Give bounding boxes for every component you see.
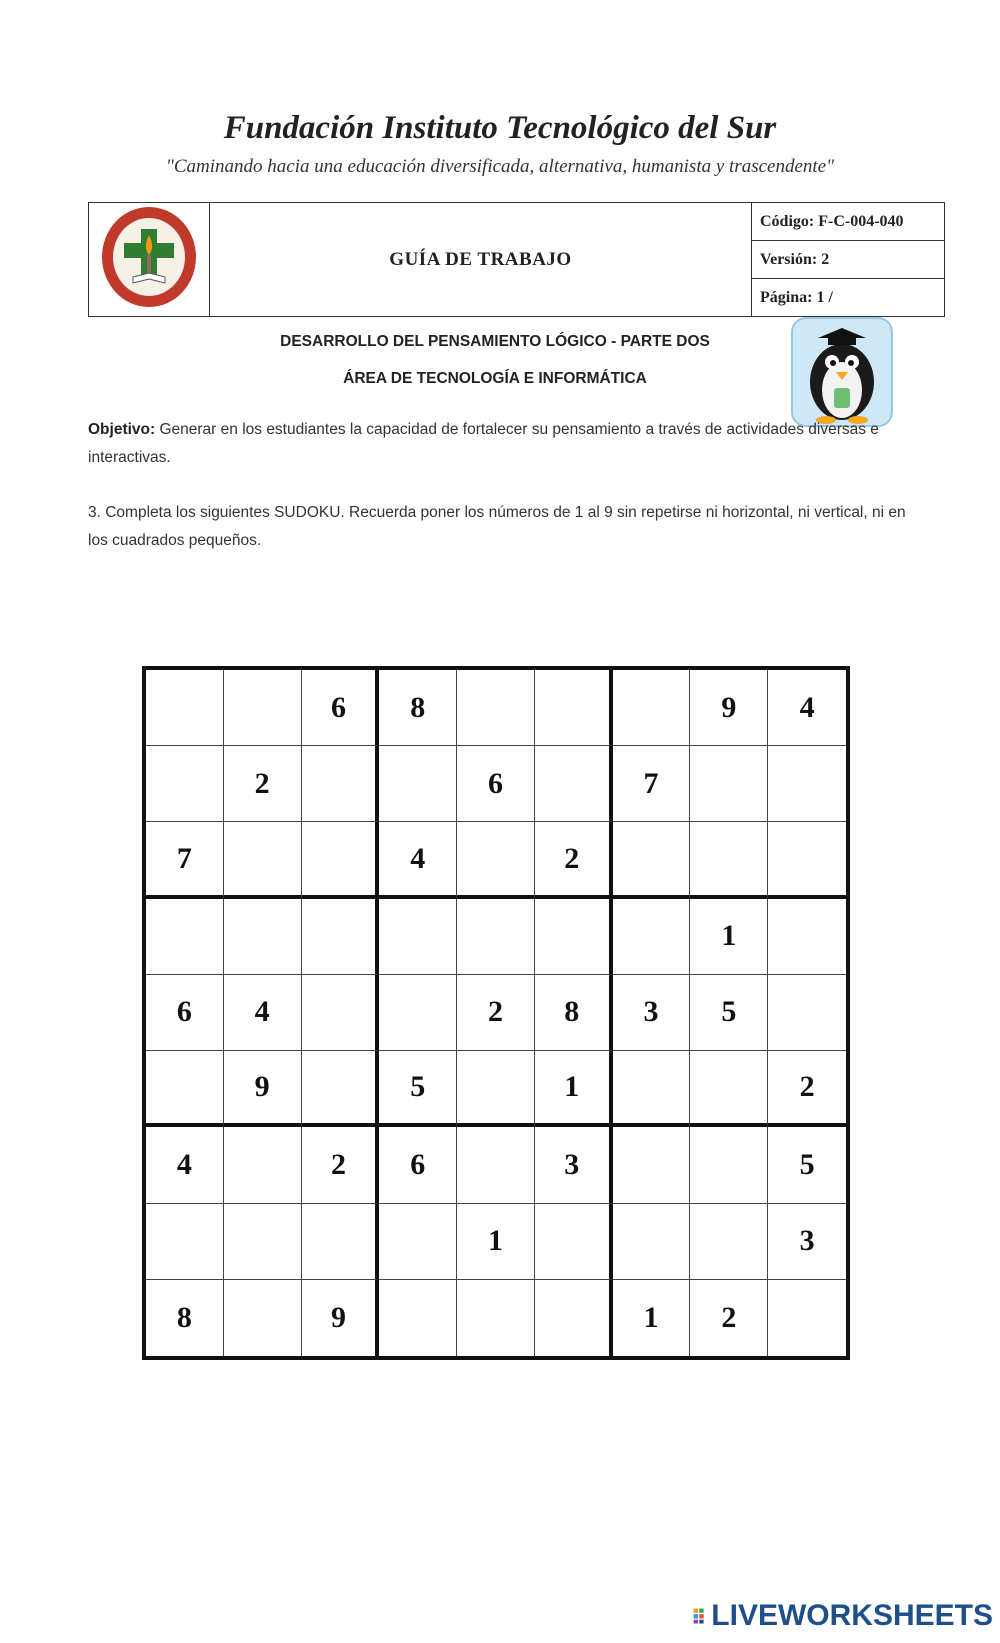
- sudoku-cell-r4-c2[interactable]: [224, 899, 302, 975]
- sudoku-cell-r9-c7: 1: [613, 1280, 691, 1356]
- sudoku-cell-r5-c6: 8: [535, 975, 613, 1051]
- sudoku-cell-r3-c3[interactable]: [302, 822, 380, 898]
- sudoku-cell-r3-c2[interactable]: [224, 822, 302, 898]
- instruction-paragraph: 3. Completa los siguientes SUDOKU. Recuerda poner los números de 1 al 9 sin repetirse ni horizontal, ni vertical, ni en los cuadrados pequeños.: [88, 504, 906, 549]
- sudoku-cell-r2-c4[interactable]: [379, 746, 457, 822]
- sudoku-cell-r9-c2[interactable]: [224, 1280, 302, 1356]
- sudoku-cell-r5-c7: 3: [613, 975, 691, 1051]
- sudoku-cell-r3-c6: 2: [535, 822, 613, 898]
- sudoku-cell-r6-c3[interactable]: [302, 1051, 380, 1127]
- sudoku-cell-r7-c8[interactable]: [690, 1127, 768, 1203]
- sudoku-cell-r5-c8: 5: [690, 975, 768, 1051]
- sudoku-cell-r6-c6: 1: [535, 1051, 613, 1127]
- sudoku-cell-r5-c5: 2: [457, 975, 535, 1051]
- sudoku-cell-r7-c9: 5: [768, 1127, 846, 1203]
- sudoku-cell-r1-c3: 6: [302, 670, 380, 746]
- sudoku-cell-r6-c8[interactable]: [690, 1051, 768, 1127]
- logo-cell: [89, 203, 210, 317]
- sudoku-cell-r5-c9[interactable]: [768, 975, 846, 1051]
- sudoku-grid: [142, 666, 850, 1360]
- sudoku-cell-r3-c5[interactable]: [457, 822, 535, 898]
- school-seal-logo: [99, 205, 199, 309]
- document-header-table: [88, 202, 945, 317]
- sudoku-cell-r6-c1[interactable]: [146, 1051, 224, 1127]
- sudoku-cell-r1-c6[interactable]: [535, 670, 613, 746]
- sudoku-cell-r7-c3: 2: [302, 1127, 380, 1203]
- sudoku-cell-r6-c2: 9: [224, 1051, 302, 1127]
- sudoku-cell-r5-c2: 4: [224, 975, 302, 1051]
- sudoku-cell-r3-c8[interactable]: [690, 822, 768, 898]
- sudoku-cell-r1-c9: 4: [768, 670, 846, 746]
- sudoku-cell-r2-c9[interactable]: [768, 746, 846, 822]
- sudoku-cell-r7-c5[interactable]: [457, 1127, 535, 1203]
- page-field: Página: 1 /: [752, 279, 945, 317]
- sudoku-cell-r9-c3: 9: [302, 1280, 380, 1356]
- objective-text: Generar en los estudiantes la capacidad de fortalecer su pensamiento a través de actividades diversas e interactivas.: [88, 421, 879, 466]
- sudoku-cell-r8-c7[interactable]: [613, 1204, 691, 1280]
- objective-paragraph: [88, 416, 918, 472]
- liveworksheets-logo-icon: [693, 1603, 709, 1629]
- institution-title: Fundación Instituto Tecnológico del Sur: [223, 110, 777, 146]
- sudoku-cell-r4-c7[interactable]: [613, 899, 691, 975]
- sudoku-cell-r3-c7[interactable]: [613, 822, 691, 898]
- sudoku-cell-r5-c3[interactable]: [302, 975, 380, 1051]
- sudoku-cell-r8-c8[interactable]: [690, 1204, 768, 1280]
- sudoku-cell-r1-c1[interactable]: [146, 670, 224, 746]
- sudoku-cell-r9-c4[interactable]: [379, 1280, 457, 1356]
- sudoku-cell-r8-c5: 1: [457, 1204, 535, 1280]
- sudoku-cell-r7-c4: 6: [379, 1127, 457, 1203]
- sudoku-cell-r7-c7[interactable]: [613, 1127, 691, 1203]
- sudoku-cell-r6-c9: 2: [768, 1051, 846, 1127]
- sudoku-cell-r5-c4[interactable]: [379, 975, 457, 1051]
- sudoku-cell-r8-c1[interactable]: [146, 1204, 224, 1280]
- sudoku-cell-r7-c2[interactable]: [224, 1127, 302, 1203]
- sudoku-cell-r3-c1: 7: [146, 822, 224, 898]
- sudoku-cell-r9-c6[interactable]: [535, 1280, 613, 1356]
- sudoku-cell-r6-c5[interactable]: [457, 1051, 535, 1127]
- sudoku-cell-r4-c3[interactable]: [302, 899, 380, 975]
- section-heading-2: ÁREA DE TECNOLOGÍA E INFORMÁTICA: [343, 370, 647, 387]
- sudoku-cell-r7-c1: 4: [146, 1127, 224, 1203]
- section-heading-1: DESARROLLO DEL PENSAMIENTO LÓGICO - PARTE DOS: [280, 333, 710, 350]
- version-field: Versión: 2: [752, 241, 945, 279]
- sudoku-cell-r4-c4[interactable]: [379, 899, 457, 975]
- sudoku-cell-r1-c8: 9: [690, 670, 768, 746]
- sudoku-cell-r8-c9: 3: [768, 1204, 846, 1280]
- sudoku-cell-r7-c6: 3: [535, 1127, 613, 1203]
- sudoku-cell-r6-c7[interactable]: [613, 1051, 691, 1127]
- sudoku-cell-r8-c2[interactable]: [224, 1204, 302, 1280]
- institution-motto: "Caminando hacia una educación diversificada, alternativa, humanista y trascendente": [165, 156, 835, 177]
- sudoku-cell-r9-c1: 8: [146, 1280, 224, 1356]
- sudoku-cell-r2-c7: 7: [613, 746, 691, 822]
- sudoku-cell-r4-c9[interactable]: [768, 899, 846, 975]
- sudoku-cell-r1-c5[interactable]: [457, 670, 535, 746]
- sudoku-cell-r8-c6[interactable]: [535, 1204, 613, 1280]
- sudoku-cell-r2-c6[interactable]: [535, 746, 613, 822]
- sudoku-cell-r6-c4: 5: [379, 1051, 457, 1127]
- penguin-mascot-icon: [790, 316, 894, 428]
- sudoku-cell-r8-c3[interactable]: [302, 1204, 380, 1280]
- sudoku-cell-r9-c9[interactable]: [768, 1280, 846, 1356]
- sudoku-cell-r9-c8: 2: [690, 1280, 768, 1356]
- sudoku-cell-r2-c2: 2: [224, 746, 302, 822]
- objective-label: Objetivo:: [88, 421, 156, 438]
- guide-title: GUÍA DE TRABAJO: [210, 203, 752, 317]
- sudoku-cell-r4-c5[interactable]: [457, 899, 535, 975]
- sudoku-cell-r2-c5: 6: [457, 746, 535, 822]
- sudoku-cell-r4-c8: 1: [690, 899, 768, 975]
- sudoku-cell-r9-c5[interactable]: [457, 1280, 535, 1356]
- sudoku-cell-r4-c1[interactable]: [146, 899, 224, 975]
- watermark-text: LIVEWORKSHEETS: [711, 1599, 993, 1632]
- sudoku-cell-r3-c9[interactable]: [768, 822, 846, 898]
- sudoku-cell-r1-c2[interactable]: [224, 670, 302, 746]
- sudoku-cell-r3-c4: 4: [379, 822, 457, 898]
- sudoku-cell-r1-c4: 8: [379, 670, 457, 746]
- sudoku-cell-r8-c4[interactable]: [379, 1204, 457, 1280]
- sudoku-cell-r2-c1[interactable]: [146, 746, 224, 822]
- sudoku-cell-r2-c3[interactable]: [302, 746, 380, 822]
- liveworksheets-watermark: [693, 1596, 993, 1636]
- sudoku-cell-r4-c6[interactable]: [535, 899, 613, 975]
- code-field: Código: F-C-004-040: [752, 203, 945, 241]
- sudoku-cell-r1-c7[interactable]: [613, 670, 691, 746]
- sudoku-cell-r5-c1: 6: [146, 975, 224, 1051]
- sudoku-cell-r2-c8[interactable]: [690, 746, 768, 822]
